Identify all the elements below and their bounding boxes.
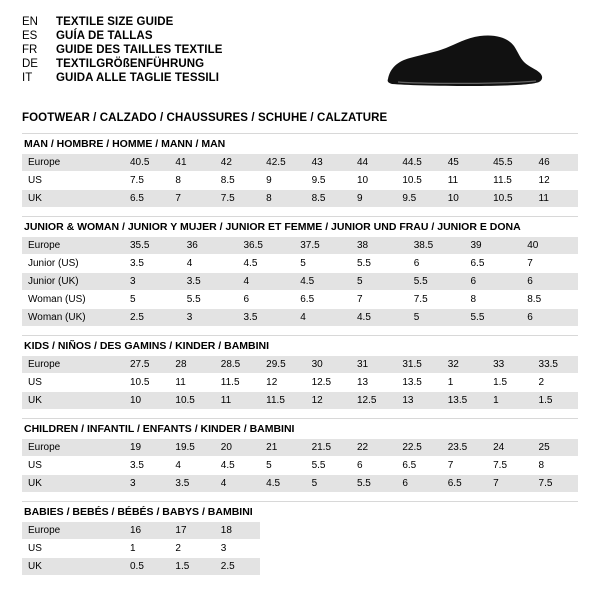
size-cell: 17 [169,522,214,540]
size-cell: 7 [521,255,578,273]
size-cell-empty [351,540,396,558]
size-cell: 33.5 [533,356,578,374]
row-label: Junior (US) [22,255,124,273]
size-cell: 3 [215,540,260,558]
size-cell: 12.5 [306,374,351,392]
size-cell: 5 [124,291,181,309]
size-cell: 5 [351,273,408,291]
size-cell: 5.5 [306,457,351,475]
size-cell: 3.5 [181,273,238,291]
language-row [22,44,223,56]
size-cell-empty [260,558,305,576]
row-label: US [22,540,124,558]
table-row [22,558,578,576]
size-cell: 12 [306,392,351,410]
table-row [22,154,578,172]
size-cell-empty [533,558,578,576]
table-row [22,439,578,457]
size-cell-empty [396,558,441,576]
size-cell: 27.5 [124,356,169,374]
size-cell-empty [533,522,578,540]
size-cell: 10.5 [124,374,169,392]
size-cell: 25 [533,439,578,457]
size-cell: 45 [442,154,487,172]
language-code: DE [22,58,38,70]
size-cell: 30 [306,356,351,374]
size-cell: 13 [396,392,441,410]
row-label: Europe [22,439,124,457]
size-cell: 4 [215,475,260,493]
size-cell: 5.5 [408,273,465,291]
table-row [22,475,578,493]
size-cell: 6 [465,273,522,291]
size-cell: 1.5 [487,374,532,392]
size-table [22,236,578,326]
row-label: UK [22,392,124,410]
size-cell: 2 [169,540,214,558]
size-cell: 4 [238,273,295,291]
size-cell: 5.5 [465,309,522,327]
size-cell: 3 [181,309,238,327]
size-cell: 11.5 [487,172,532,190]
size-table [22,521,578,575]
size-cell: 46 [533,154,578,172]
table-row [22,190,578,208]
language-row [22,30,223,42]
size-cell: 7 [169,190,214,208]
size-cell: 18 [215,522,260,540]
size-cell: 22 [351,439,396,457]
size-cell: 6 [351,457,396,475]
size-cell-empty [260,522,305,540]
row-label: US [22,374,124,392]
size-cell: 42.5 [260,154,305,172]
size-cell: 4.5 [351,309,408,327]
size-cell: 7.5 [408,291,465,309]
size-cell: 23.5 [442,439,487,457]
size-cell: 5 [408,309,465,327]
size-cell: 4.5 [215,457,260,475]
row-label: UK [22,190,124,208]
document-header [22,16,578,95]
size-cell: 6.5 [396,457,441,475]
size-cell: 22.5 [396,439,441,457]
size-cell: 38 [351,237,408,255]
size-table [22,438,578,492]
size-cell: 37.5 [294,237,351,255]
size-cell-empty [442,540,487,558]
size-cell-empty [442,558,487,576]
size-cell: 9.5 [306,172,351,190]
spacer [22,124,578,133]
size-cell: 10 [442,190,487,208]
spacer [22,409,578,418]
size-cell: 13.5 [442,392,487,410]
language-code: EN [22,16,38,28]
table-row [22,540,578,558]
size-block-kids [22,335,578,409]
language-title: TEXTILE SIZE GUIDE [56,16,174,28]
size-cell: 2.5 [215,558,260,576]
table-row [22,392,578,410]
table-row [22,374,578,392]
size-cell: 4 [181,255,238,273]
size-cell: 8.5 [306,190,351,208]
size-cell: 1 [487,392,532,410]
size-cell: 21 [260,439,305,457]
size-cell: 4 [169,457,214,475]
spacer [22,492,578,501]
size-cell: 13 [351,374,396,392]
language-code: FR [22,44,38,56]
size-cell-empty [442,522,487,540]
size-cell: 20 [215,439,260,457]
size-cell: 11.5 [260,392,305,410]
size-cell: 9 [351,190,396,208]
size-cell: 28.5 [215,356,260,374]
size-cell: 11.5 [215,374,260,392]
size-cell: 7 [487,475,532,493]
category-title: FOOTWEAR / CALZADO / CHAUSSURES / SCHUHE / CALZATURE [22,112,388,124]
table-row [22,309,578,327]
size-cell: 44.5 [396,154,441,172]
size-cell: 21.5 [306,439,351,457]
size-cell: 8 [465,291,522,309]
size-cell: 40.5 [124,154,169,172]
size-cell: 3 [124,273,181,291]
size-cell: 44 [351,154,396,172]
size-cell: 6.5 [294,291,351,309]
size-cell: 9 [260,172,305,190]
size-cell: 1.5 [533,392,578,410]
size-cell: 11 [169,374,214,392]
table-row [22,291,578,309]
size-cell-empty [306,558,351,576]
size-cell: 0.5 [124,558,169,576]
size-cell: 8 [169,172,214,190]
size-cell: 11 [442,172,487,190]
block-title: KIDS / NIÑOS / DES GAMINS / KINDER / BAMBINI [22,335,578,355]
row-label: UK [22,475,124,493]
size-cell: 31 [351,356,396,374]
size-cell: 16 [124,522,169,540]
size-cell: 3.5 [169,475,214,493]
size-cell: 6.5 [465,255,522,273]
language-title-list [22,16,223,84]
size-cell: 7.5 [124,172,169,190]
size-cell: 3.5 [238,309,295,327]
row-label: US [22,457,124,475]
size-cell-empty [351,522,396,540]
language-title: TEXTILGRÖßENFÜHRUNG [56,58,205,70]
table-row [22,255,578,273]
size-cell: 3 [124,475,169,493]
size-cell-empty [260,540,305,558]
size-cell: 2 [533,374,578,392]
language-title: GUIDA ALLE TAGLIE TESSILI [56,72,220,84]
language-row [22,16,223,28]
size-cell: 8 [260,190,305,208]
size-cell: 19 [124,439,169,457]
size-cell: 35.5 [124,237,181,255]
size-cell: 39 [465,237,522,255]
table-row [22,172,578,190]
size-cell: 4.5 [260,475,305,493]
size-cell: 10.5 [487,190,532,208]
size-cell-empty [306,540,351,558]
size-cell: 1 [442,374,487,392]
size-cell: 5.5 [181,291,238,309]
size-cell: 7.5 [533,475,578,493]
size-cell: 1.5 [169,558,214,576]
block-title: CHILDREN / INFANTIL / ENFANTS / KINDER / BAMBINI [22,418,578,438]
size-cell: 7.5 [487,457,532,475]
size-cell: 12 [533,172,578,190]
language-row [22,58,223,70]
size-block-junior-woman [22,216,578,326]
table-row [22,356,578,374]
table-row [22,237,578,255]
row-label: Junior (UK) [22,273,124,291]
size-cell-empty [487,558,532,576]
size-cell: 11 [215,392,260,410]
row-label: Woman (US) [22,291,124,309]
size-cell: 6.5 [442,475,487,493]
row-label: Europe [22,154,124,172]
size-cell: 5 [306,475,351,493]
size-cell: 24 [487,439,532,457]
size-cell: 5 [260,457,305,475]
language-title: GUIDE DES TAILLES TEXTILE [56,44,223,56]
size-cell: 7.5 [215,190,260,208]
size-cell: 6 [396,475,441,493]
size-cell: 5.5 [351,475,396,493]
size-cell: 7 [351,291,408,309]
size-cell-empty [487,540,532,558]
size-cell: 42 [215,154,260,172]
size-cell: 3.5 [124,457,169,475]
size-cell: 41 [169,154,214,172]
size-cell: 38.5 [408,237,465,255]
size-cell: 6 [238,291,295,309]
row-label: Woman (UK) [22,309,124,327]
size-cell: 40 [521,237,578,255]
size-block-children [22,418,578,492]
size-cell: 12.5 [351,392,396,410]
size-cell: 6 [521,273,578,291]
language-title: GUÍA DE TALLAS [56,30,153,42]
language-code: IT [22,72,33,84]
size-cell: 10.5 [169,392,214,410]
size-cell-empty [351,558,396,576]
row-label: UK [22,558,124,576]
size-cell: 12 [260,374,305,392]
size-cell: 8.5 [215,172,260,190]
size-cell: 2.5 [124,309,181,327]
size-cell: 6 [408,255,465,273]
size-cell: 45.5 [487,154,532,172]
table-row [22,457,578,475]
size-cell: 3.5 [124,255,181,273]
block-title: JUNIOR & WOMAN / JUNIOR Y MUJER / JUNIOR ET FEMME / JUNIOR UND FRAU / JUNIOR E DONA [22,216,578,236]
table-row [22,522,578,540]
dress-shoe-icon [384,32,544,95]
size-cell: 8.5 [521,291,578,309]
size-table [22,153,578,207]
size-cell: 29.5 [260,356,305,374]
size-cell: 43 [306,154,351,172]
size-cell: 28 [169,356,214,374]
row-label: Europe [22,522,124,540]
size-cell: 31.5 [396,356,441,374]
row-label: Europe [22,356,124,374]
size-cell-empty [396,522,441,540]
size-cell: 4 [294,309,351,327]
block-title: MAN / HOMBRE / HOMME / MANN / MAN [22,133,578,153]
size-cell: 10 [351,172,396,190]
size-cell: 6 [521,309,578,327]
size-cell: 36 [181,237,238,255]
spacer [22,207,578,216]
row-label: Europe [22,237,124,255]
size-cell-empty [533,540,578,558]
size-cell: 10 [124,392,169,410]
size-cell: 6.5 [124,190,169,208]
spacer [22,326,578,335]
size-cell: 8 [533,457,578,475]
size-cell: 4.5 [294,273,351,291]
size-cell: 7 [442,457,487,475]
size-cell-empty [487,522,532,540]
size-cell: 36.5 [238,237,295,255]
size-cell: 33 [487,356,532,374]
size-cell: 4.5 [238,255,295,273]
size-cell: 11 [533,190,578,208]
table-row [22,273,578,291]
language-row [22,72,223,84]
size-cell: 32 [442,356,487,374]
size-block-babies [22,501,578,575]
size-cell: 5.5 [351,255,408,273]
row-label: US [22,172,124,190]
size-cell: 19.5 [169,439,214,457]
size-block-man [22,133,578,207]
size-cell-empty [396,540,441,558]
block-title: BABIES / BEBÉS / BÉBÉS / BABYS / BAMBINI [22,501,578,521]
size-cell: 9.5 [396,190,441,208]
size-cell: 5 [294,255,351,273]
size-cell-empty [306,522,351,540]
size-cell: 1 [124,540,169,558]
size-cell: 10.5 [396,172,441,190]
language-code: ES [22,30,38,42]
size-cell: 13.5 [396,374,441,392]
size-table [22,355,578,409]
